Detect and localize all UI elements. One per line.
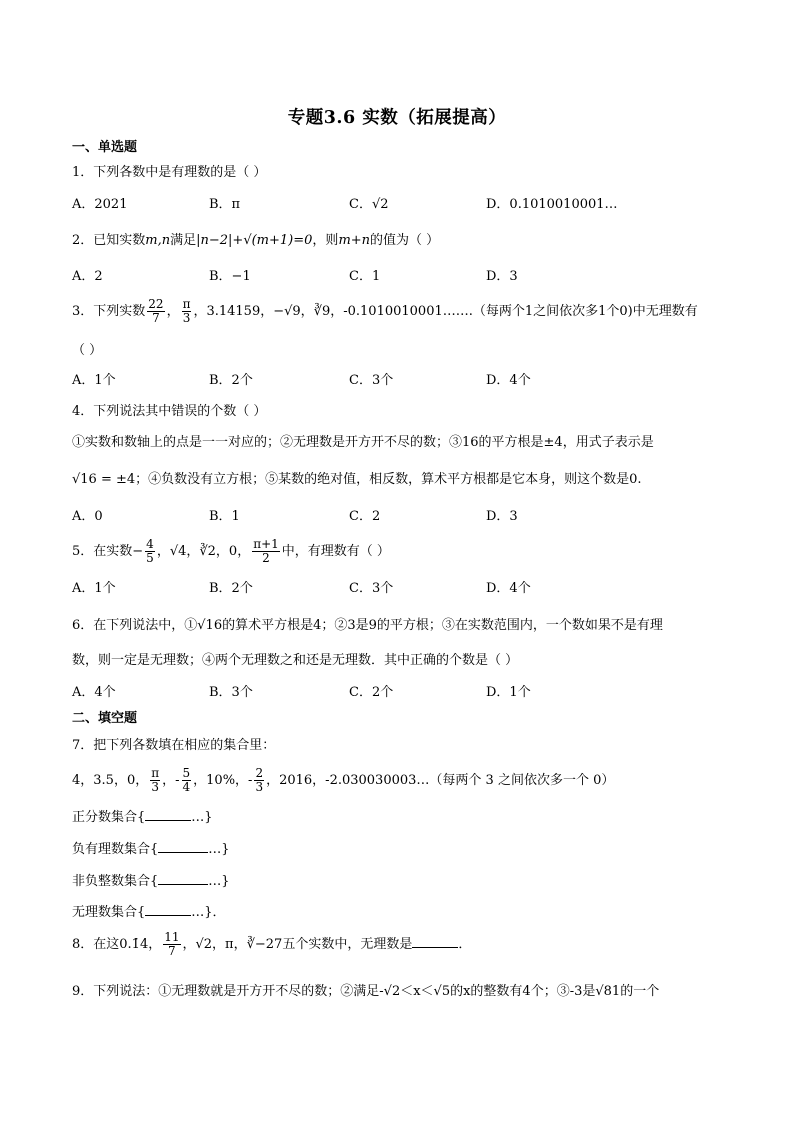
section-heading-fill-in: 二、填空题 [72,711,138,726]
question-6-option-c: C．2个 [349,685,394,700]
question-1-stem: 1．下列各数中是有理数的是（ ） [72,165,267,180]
question-4-option-d: D．3 [486,509,518,524]
q2-vars: m,n [145,233,171,248]
question-6-option-b: B．3个 [209,685,253,700]
question-3-stem: 3．下列实数 $\frac{22}{7}$ ， $\frac{\pi}{3}$ ，3.14159，−√9，∛9，-0.1010010001…….（每两个1之间依次多1个0)中无理数有 [72,297,698,325]
set-positive-fractions: 正分数集合{ …} [72,810,213,825]
question-4-line-2: √16 = ±4；④负数没有立方根；⑤某数的绝对值，相反数，算术平方根都是它本身，则这个数是0. [72,472,642,487]
section-heading-single-choice: 一、单选题 [72,140,138,155]
question-9-line-1: 9．下列说法：①无理数就是开方开不尽的数；②满足-√2＜x＜√5的x的整数有4个；③-3是√81的一个 [72,984,660,999]
question-5-option-d: D．4个 [486,581,531,596]
question-2-option-d: D．3 [486,269,518,284]
question-4-option-b: B．1 [209,509,240,524]
q8-post: ，√2，π，∛−27五个实数中，无理数是 [182,937,413,952]
question-3-option-b: B．2个 [209,373,253,388]
fraction-pi-3: $\frac{\pi}{3}$ [151,766,160,794]
answer-blank-4[interactable] [145,915,191,916]
question-4-line-1: ①实数和数轴上的点是一一对应的；②无理数是开方开不尽的数；③16的平方根是±4，用式子表示是 [72,435,654,450]
q2-end: 的值为（ ） [370,233,440,248]
q2-post: ，则 [312,233,339,248]
question-3-option-c: C．3个 [349,373,394,388]
fraction-22-7: $\frac{22}{7}$ [148,297,164,325]
question-7-number-list [72,766,614,796]
question-3-paren: （ ） [72,343,103,358]
q7-nums-pre: 4，3.5，0， [72,773,149,788]
question-6-line-2: 数，则一定是无理数；④两个无理数之和还是无理数．其中正确的个数是（ ） [72,653,519,668]
question-6-option-d: D．1个 [486,685,531,700]
question-4-option-c: C．2 [349,509,381,524]
question-2-stem [72,232,439,250]
question-5-option-b: B．2个 [209,581,253,596]
question-5-option-c: C．3个 [349,581,394,596]
question-2-option-b: B．−1 [209,269,251,284]
q3-pre: 3．下列实数 [72,304,146,319]
q7-sep-2: ，10%，- [193,773,253,788]
q2-mid: 满足 [170,233,197,248]
answer-blank-1[interactable] [145,820,191,821]
q7-nums-post: ，2016，-2.030030003…（每两个 3 之间依次多一个 0） [266,773,615,788]
q5-post: 中，有理数有（ ） [281,544,390,559]
question-7-stem: 7．把下列各数填在相应的集合里： [72,738,276,753]
q5-pre: 5．在实数− [72,544,144,559]
question-3-option-d: D．4个 [486,373,531,388]
fraction-pi-plus-1-over-2: $\frac{\pi+1}{2}$ [253,537,279,565]
question-5-option-a: A．1个 [72,581,116,596]
q2-ask: m+n [338,233,371,248]
answer-blank-2[interactable] [158,852,208,853]
q2-expression: |n−2|+√(m+1)=0 [196,233,313,248]
fraction-2-3: $\frac{2}{3}$ [255,766,264,794]
question-1-option-d: D．0.1010010001… [486,197,618,212]
q3-rest: ，3.14159，−√9，∛9，-0.1010010001…….（每两个1之间依次多1个0)中无理数有 [193,304,698,319]
fraction-5-4: $\frac{5}{4}$ [182,766,191,794]
fraction-pi-3: $\frac{\pi}{3}$ [182,297,191,325]
question-6-line-1: 6．在下列说法中，①√16的算术平方根是4；②3是9的平方根；③在实数范围内，一个数如果不是有理 [72,618,663,633]
answer-blank-q8[interactable] [412,947,458,948]
question-1-option-a: A．2021 [72,197,128,212]
question-4-stem: 4．下列说法其中错误的个数（ ） [72,404,267,419]
question-1-option-c: C．√2 [349,197,389,212]
question-5-stem [72,538,390,566]
question-2-option-c: C．1 [349,269,381,284]
question-3-option-a: A．1个 [72,373,116,388]
question-1-option-b: B．π [209,197,241,212]
answer-blank-3[interactable] [158,884,208,885]
question-4-option-a: A．0 [72,509,103,524]
question-8: 8．在这0.1̇4̇， $\frac{11}{7}$ ，√2，π，∛−27五个实数中，无理数是 ． [72,930,472,958]
fraction-11-7: $\frac{11}{7}$ [164,930,180,958]
set-irrationals: 无理数集合{ …}． [72,905,226,920]
set-negative-rationals: 负有理数集合{ …} [72,842,230,857]
q5-mid: ，√4，∛2，0， [156,544,251,559]
q2-pre: 2．已知实数 [72,233,146,248]
page-title: 专题3.6 实数（拓展提高） [287,108,507,128]
fraction-4-5: $\frac{4}{5}$ [146,537,154,565]
q8-pre: 8．在这0.1̇4̇， [72,937,162,952]
question-6-option-a: A．4个 [72,685,116,700]
set-nonnegative-integers: 非负整数集合{ …} [72,874,230,889]
question-2-option-a: A．2 [72,269,103,284]
q7-sep-1: ，- [162,773,180,788]
